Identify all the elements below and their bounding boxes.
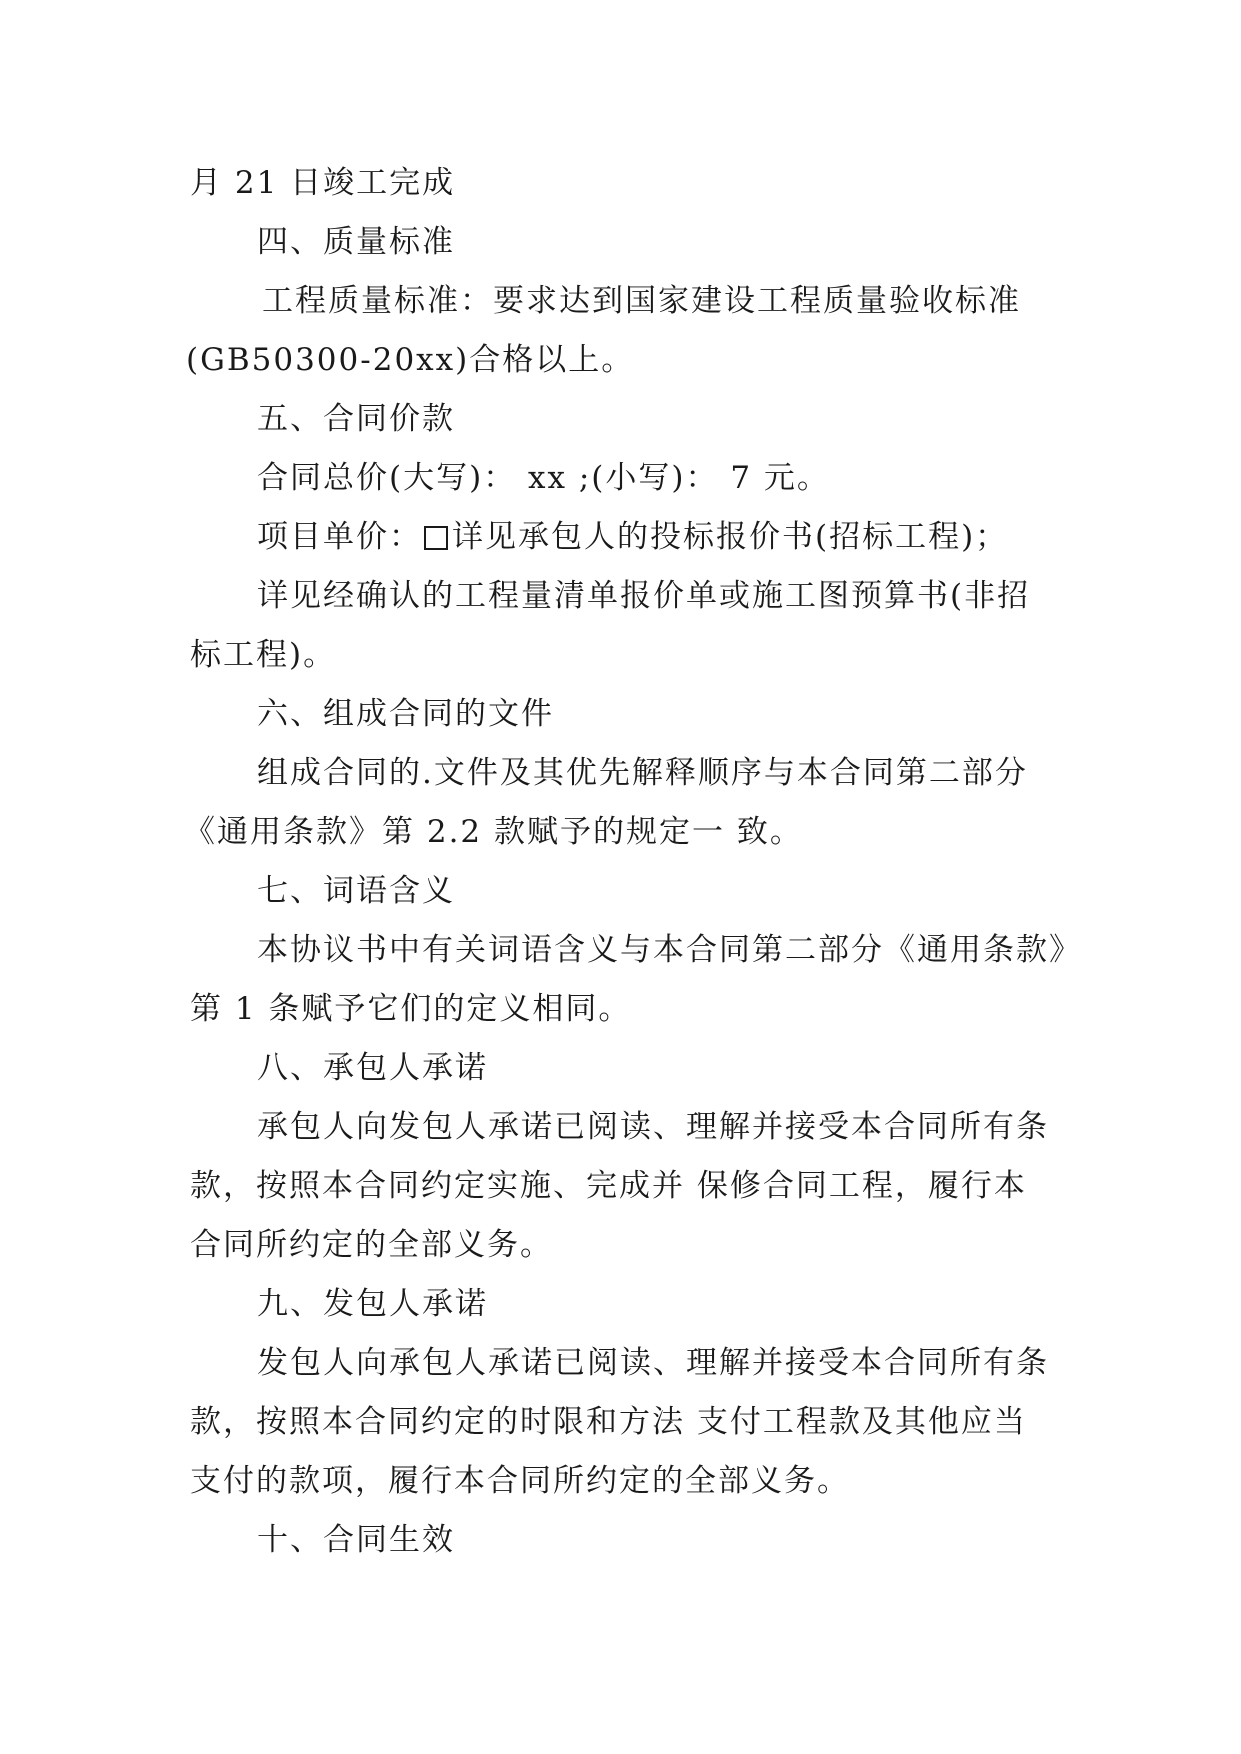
section-heading-contractor: 八、承包人承诺	[257, 1050, 488, 1086]
text-line: 支付的款项，履行本合同所约定的全部义务。	[190, 1463, 850, 1499]
text-line-unit-price	[257, 517, 1008, 557]
text-line: (GB50300-20xx)合格以上。	[186, 342, 635, 378]
text-line: 第 1 条赋予它们的定义相同。	[190, 991, 632, 1027]
text-line: 款，按照本合同约定实施、完成并 保修合同工程，履行本	[190, 1168, 1027, 1204]
text-line: 工程质量标准：要求达到国家建设工程质量验收标准	[262, 283, 1021, 319]
section-heading-effect: 十、合同生效	[257, 1522, 455, 1558]
text-line: 款，按照本合同约定的时限和方法 支付工程款及其他应当	[190, 1404, 1027, 1440]
text-line: 本协议书中有关词语含义与本合同第二部分《通用条款》	[257, 932, 1082, 968]
section-heading-employer: 九、发包人承诺	[257, 1286, 488, 1322]
text-line: 合同所约定的全部义务。	[190, 1227, 553, 1263]
section-heading-definitions: 七、词语含义	[257, 873, 455, 909]
text-line: 《通用条款》第 2.2 款赋予的规定一 致。	[184, 814, 803, 850]
text-line: 月 21 日竣工完成	[190, 165, 456, 201]
text-line: 发包人向承包人承诺已阅读、理解并接受本合同所有条	[257, 1345, 1049, 1381]
text-line: 详见经确认的工程量清单报价单或施工图预算书(非招	[257, 578, 1031, 614]
text-line: 承包人向发包人承诺已阅读、理解并接受本合同所有条	[257, 1109, 1049, 1145]
text-line: 合同总价(大写)： xx ;(小写)： 7 元。	[257, 460, 830, 496]
unit-price-option: 详见承包人的投标报价书(招标工程)；	[452, 519, 1009, 555]
text-line: 标工程)。	[190, 637, 337, 673]
checkbox-icon	[424, 526, 448, 550]
section-heading-price: 五、合同价款	[257, 401, 455, 437]
unit-price-label: 项目单价：	[257, 519, 422, 555]
section-heading-documents: 六、组成合同的文件	[257, 696, 554, 732]
section-heading-quality: 四、质量标准	[257, 224, 455, 260]
text-line: 组成合同的.文件及其优先解释顺序与本合同第二部分	[257, 755, 1028, 791]
